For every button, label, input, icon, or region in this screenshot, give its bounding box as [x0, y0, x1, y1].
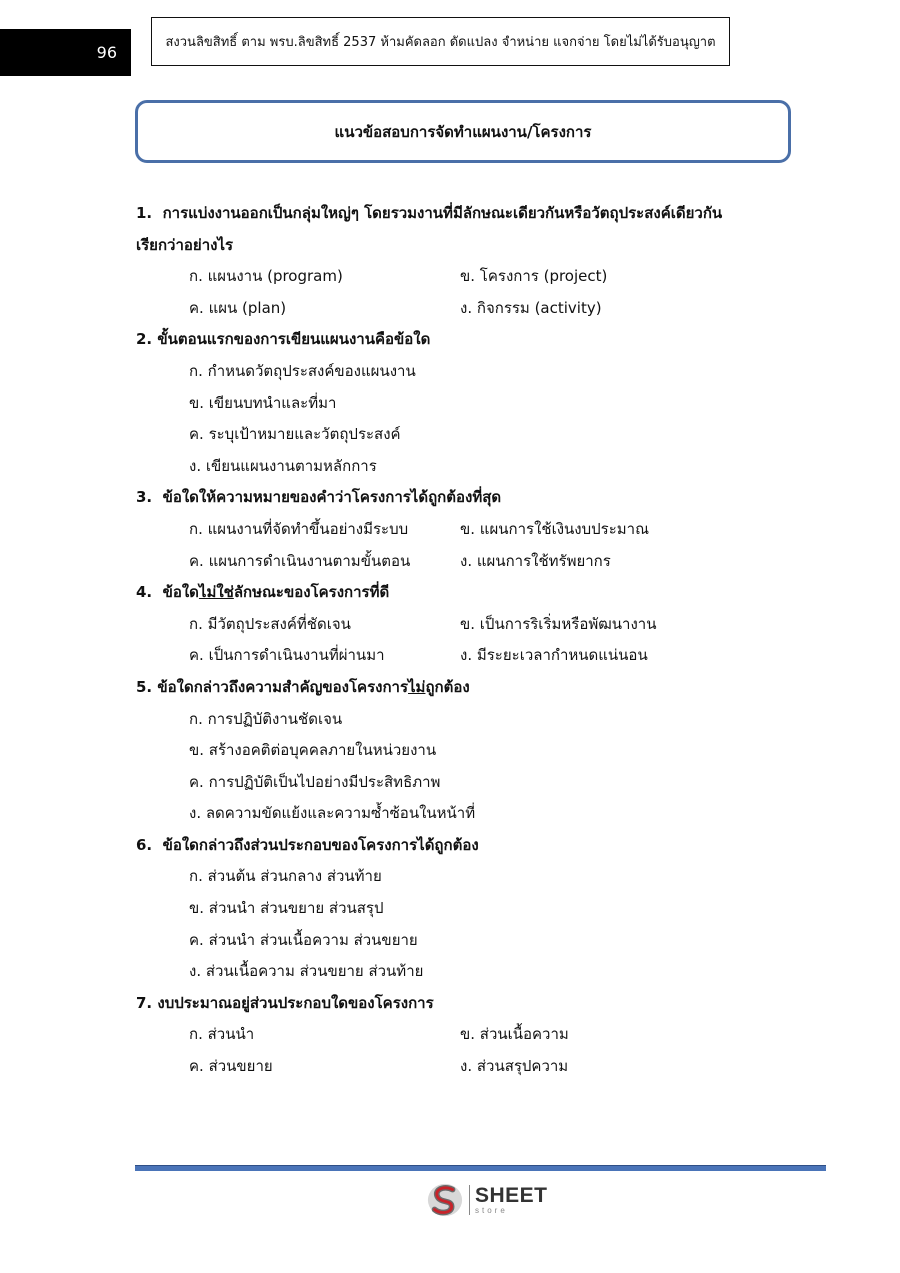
option: ข. เขียนบทนำและที่มา [189, 393, 337, 412]
question-7 [136, 988, 816, 1020]
option: ก. แผนงาน (program) [189, 267, 343, 286]
question-6 [136, 830, 816, 862]
question-text: ข้อใดกล่าวถึงส่วนประกอบของโครงการได้ถูกต้อง [162, 835, 479, 854]
question-number: 3. [136, 488, 153, 507]
option: ข. ส่วนนำ ส่วนขยาย ส่วนสรุป [189, 899, 384, 918]
option: ข. แผนการใช้เงินงบประมาณ [460, 519, 649, 538]
option: ก. มีวัตถุประสงค์ที่ชัดเจน [189, 614, 351, 633]
question-text-underlined: ไม่ [408, 677, 426, 696]
option: ก. ส่วนต้น ส่วนกลาง ส่วนท้าย [189, 867, 382, 886]
question-1-options [136, 261, 816, 324]
question-3 [136, 482, 816, 514]
option: ก. การปฏิบัติงานชัดเจน [189, 709, 343, 728]
question-text: ขั้นตอนแรกของการเขียนแผนงานคือข้อใด [157, 330, 431, 349]
footer-divider [135, 1165, 826, 1171]
question-number: 7. [136, 993, 153, 1012]
question-text-continued: เรียกว่าอย่างไร [136, 235, 234, 254]
question-4-options [136, 609, 816, 672]
question-number: 2. [136, 330, 153, 349]
page-title-box [135, 100, 791, 163]
option: ค. ส่วนนำ ส่วนเนื้อความ ส่วนขยาย [189, 930, 418, 949]
question-5 [136, 672, 816, 704]
question-text: ข้อใดให้ความหมายของคำว่าโครงการได้ถูกต้องที่สุด [162, 488, 502, 507]
question-number: 4. [136, 583, 153, 602]
logo-word: SHEET [475, 1184, 548, 1207]
question-1 [136, 198, 816, 261]
option: ง. แผนการใช้ทรัพยากร [460, 551, 611, 570]
page-number: 96 [0, 29, 131, 76]
option: ข. เป็นการริเริ่มหรือพัฒนางาน [460, 614, 657, 633]
logo-separator [469, 1185, 470, 1215]
option: ง. ลดความขัดแย้งและความซ้ำซ้อนในหน้าที่ [189, 804, 476, 823]
option: ง. เขียนแผนงานตามหลักการ [189, 456, 377, 475]
question-text-pre: ข้อใดกล่าวถึงความสำคัญของโครงการ [157, 677, 409, 696]
question-number: 6. [136, 835, 153, 854]
question-text-post: ลักษณะของโครงการที่ดี [233, 583, 390, 602]
question-3-options [136, 514, 816, 577]
option: ง. ส่วนสรุปความ [460, 1057, 569, 1076]
question-7-options [136, 1019, 816, 1082]
option: ค. ระบุเป้าหมายและวัตถุประสงค์ [189, 425, 401, 444]
question-4 [136, 577, 816, 609]
sheet-store-logo-icon [426, 1181, 464, 1219]
option: ค. ส่วนขยาย [189, 1057, 273, 1076]
question-5-options [136, 704, 816, 830]
sheet-store-logo [426, 1181, 548, 1219]
question-text: การแบ่งงานออกเป็นกลุ่มใหญ่ๆ โดยรวมงานที่มีลักษณะเดียวกันหรือวัตถุประสงค์เดียวกัน [162, 204, 723, 222]
question-number: 1. [136, 204, 153, 222]
option: ข. สร้างอคติต่อบุคคลภายในหน่วยงาน [189, 741, 437, 760]
option: ก. ส่วนนำ [189, 1025, 255, 1044]
copyright-notice: สงวนลิขสิทธิ์ ตาม พรบ.ลิขสิทธิ์ 2537 ห้ามคัดลอก ดัดแปลง จำหน่าย แจกจ่าย โดยไม่ได้รับอนุญาต [151, 17, 730, 66]
page-title: แนวข้อสอบการจัดทำแผนงาน/โครงการ [334, 122, 592, 141]
option: ค. แผน (plan) [189, 298, 287, 317]
option: ก. แผนงานที่จัดทำขึ้นอย่างมีระบบ [189, 519, 409, 538]
option: ก. กำหนดวัตถุประสงค์ของแผนงาน [189, 361, 416, 380]
question-2-options [136, 356, 816, 482]
question-6-options [136, 861, 816, 987]
question-2 [136, 324, 816, 356]
question-text-underlined: ไม่ใช่ [198, 583, 234, 602]
option: ง. มีระยะเวลากำหนดแน่นอน [460, 646, 648, 665]
question-text: งบประมาณอยู่ส่วนประกอบใดของโครงการ [157, 993, 434, 1012]
option: ข. ส่วนเนื้อความ [460, 1025, 569, 1044]
logo-subword: store [475, 1206, 508, 1215]
option: ค. แผนการดำเนินงานตามขั้นตอน [189, 551, 411, 570]
option: ข. โครงการ (project) [460, 267, 608, 286]
question-text-pre: ข้อใด [162, 583, 199, 602]
question-number: 5. [136, 677, 153, 696]
option: ง. ส่วนเนื้อความ ส่วนขยาย ส่วนท้าย [189, 962, 424, 981]
option: ค. เป็นการดำเนินงานที่ผ่านมา [189, 646, 385, 665]
logo-text [475, 1185, 548, 1215]
question-text-post: ถูกต้อง [425, 677, 470, 696]
question-list [136, 198, 816, 1083]
option: ค. การปฏิบัติเป็นไปอย่างมีประสิทธิภาพ [189, 772, 441, 791]
option: ง. กิจกรรม (activity) [460, 298, 602, 317]
